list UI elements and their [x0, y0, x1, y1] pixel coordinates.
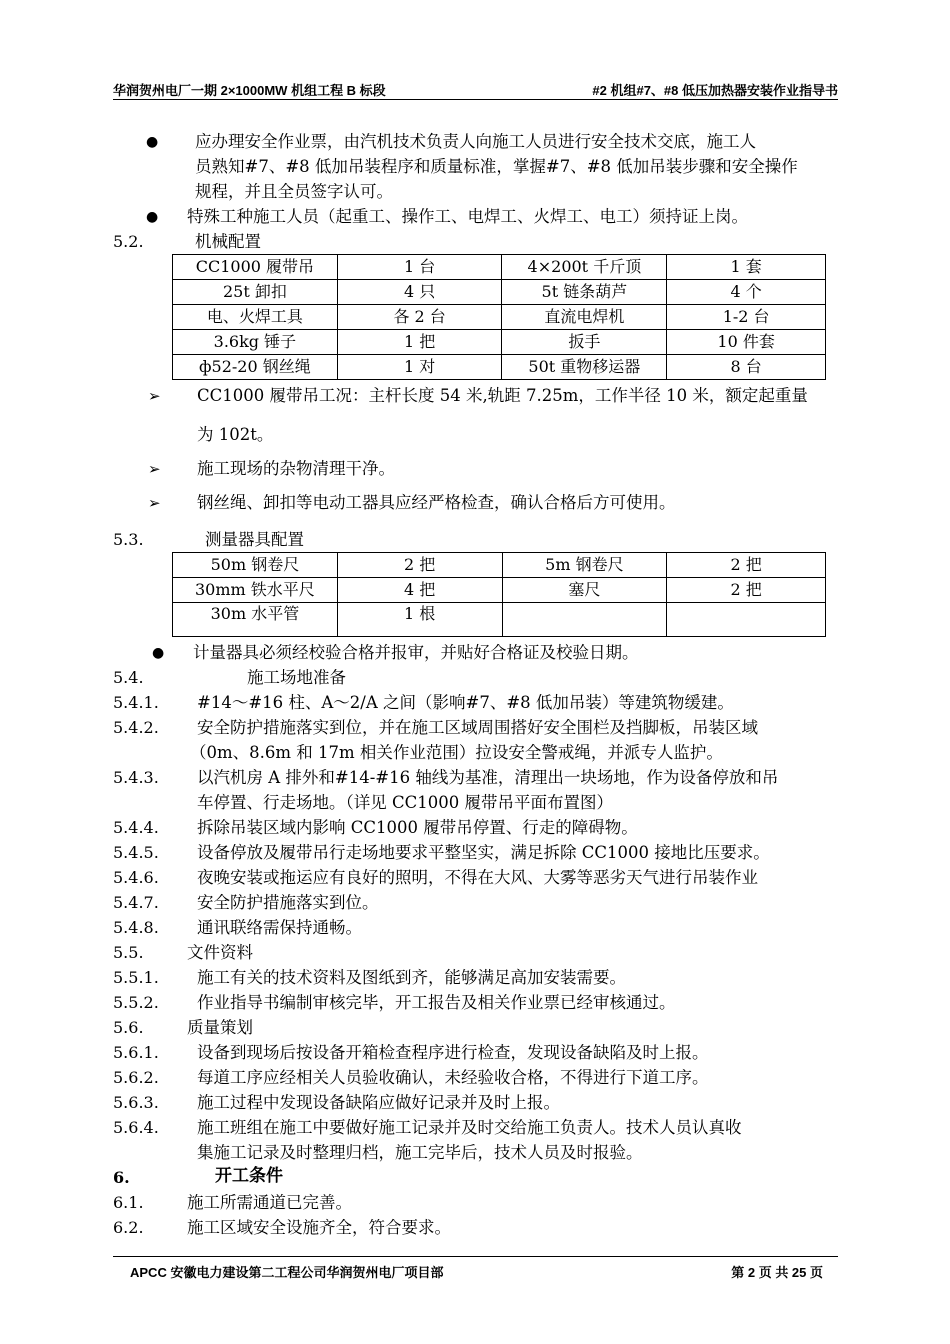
section-number: 5.2. [113, 232, 144, 251]
text-line: 设备停放及履带吊行走场地要求平整坚实，满足拆除 CC1000 接地比压要求。 [197, 843, 770, 862]
item-number: 5.4.3. [113, 768, 159, 787]
text-line: 拆除吊装区域内影响 CC1000 履带吊停置、行走的障碍物。 [197, 818, 638, 837]
footer-company: APCC 安徽电力建设第二工程公司华润贺州电厂项目部 [130, 1265, 444, 1280]
header-divider [113, 99, 838, 100]
item-number: 5.6.2. [113, 1068, 159, 1087]
section-number: 5.5. [113, 943, 144, 962]
text-line: 员熟知#7、#8 低加吊装程序和质量标准，掌握#7、#8 低加吊装步骤和安全操作 [195, 157, 798, 176]
table-cell [667, 603, 826, 637]
table-row [173, 578, 826, 603]
text-line: 施工班组在施工中要做好施工记录并及时交给施工负责人。技术人员认真收 [197, 1118, 742, 1137]
arrow-bullet-icon: ➢ [148, 494, 161, 512]
section-number: 5.6. [113, 1018, 144, 1037]
text-line: 以汽机房 A 排外和#14-#16 轴线为基准，清理出一块场地，作为设备停放和吊 [197, 768, 779, 787]
text-line: 安全防护措施落实到位。 [197, 893, 379, 912]
table-cell: 1 对 [337, 355, 502, 380]
table-cell: ф52-20 钢丝绳 [173, 355, 338, 380]
section-title: 文件资料 [187, 943, 253, 962]
table-cell: 4 个 [667, 280, 826, 305]
table-cell: 30m 水平管 [173, 603, 338, 637]
item-number: 5.4.7. [113, 893, 159, 912]
bullet-icon: ● [152, 645, 165, 661]
table-row [173, 255, 826, 280]
item-number: 5.6.4. [113, 1118, 159, 1137]
section-number: 5.4. [113, 668, 144, 687]
item-number: 5.4.1. [113, 693, 159, 712]
table-cell: 各 2 台 [337, 305, 502, 330]
text-line: 施工现场的杂物清理干净。 [197, 459, 395, 478]
header-document-title: #2 机组#7、#8 低压加热器安装作业指导书 [592, 83, 838, 98]
section-number: 5.3. [113, 530, 144, 549]
text-line: 通讯联络需保持通畅。 [197, 918, 362, 937]
table-row [173, 553, 826, 578]
section-title: 质量策划 [187, 1018, 253, 1037]
section-number: 6. [113, 1168, 130, 1187]
table-cell: 4 把 [337, 578, 502, 603]
text-line: 施工区域安全设施齐全，符合要求。 [187, 1218, 451, 1237]
table-cell: 4×200t 千斤顶 [502, 255, 667, 280]
machine-table [172, 254, 826, 380]
table-cell: 1 根 [337, 603, 502, 637]
table-cell: 1 套 [667, 255, 826, 280]
text-line: 规程，并且全员签字认可。 [195, 182, 393, 201]
table-cell: 10 件套 [667, 330, 826, 355]
page-header [113, 78, 838, 98]
text-line: 安全防护措施落实到位，并在施工区域周围搭好安全围栏及挡脚板，吊装区域 [197, 718, 758, 737]
table-cell: 30mm 铁水平尺 [173, 578, 338, 603]
item-number: 5.4.2. [113, 718, 159, 737]
table-row [173, 305, 826, 330]
item-number: 5.4.8. [113, 918, 159, 937]
text-line: CC1000 履带吊工况：主杆长度 54 米,轨距 7.25m，工作半径 10 米，额定起重量 [197, 386, 808, 405]
table-cell: 1 把 [337, 330, 502, 355]
table-cell: 扳手 [502, 330, 667, 355]
table-cell: 5m 钢卷尺 [502, 553, 667, 578]
table-row [173, 603, 826, 637]
table-cell: 25t 卸扣 [173, 280, 338, 305]
table-cell: 塞尺 [502, 578, 667, 603]
footer-divider [113, 1256, 838, 1257]
text-line: 作业指导书编制审核完毕，开工报告及相关作业票已经审核通过。 [197, 993, 676, 1012]
text-line: 设备到现场后按设备开箱检查程序进行检查，发现设备缺陷及时上报。 [197, 1043, 709, 1062]
table-cell [502, 603, 667, 637]
table-cell: CC1000 履带吊 [173, 255, 338, 280]
item-number: 5.4.6. [113, 868, 159, 887]
text-line: 为 102t。 [197, 425, 274, 444]
arrow-bullet-icon: ➢ [148, 460, 161, 478]
header-project-title: 华润贺州电厂一期 2×1000MW 机组工程 B 标段 [113, 83, 386, 98]
text-line: 应办理安全作业票，由汽机技术负责人向施工人员进行安全技术交底，施工人 [195, 132, 756, 151]
bullet-icon: ● [146, 134, 159, 150]
text-line: 计量器具必须经校验合格并报审，并贴好合格证及校验日期。 [193, 643, 639, 662]
text-line: 车停置、行走场地。（详见 CC1000 履带吊平面布置图） [197, 793, 613, 812]
table-cell: 50m 钢卷尺 [173, 553, 338, 578]
text-line: #14～#16 柱、A～2/A 之间（影响#7、#8 低加吊装）等建筑物缓建。 [197, 693, 734, 712]
section-title: 测量器具配置 [205, 530, 304, 549]
text-line: （0m、8.6m 和 17m 相关作业范围）拉设安全警戒绳，并派专人监护。 [190, 743, 723, 762]
section-title: 机械配置 [195, 232, 261, 251]
item-number: 5.6.1. [113, 1043, 159, 1062]
measure-table [172, 552, 826, 637]
item-number: 6.2. [113, 1218, 144, 1237]
arrow-bullet-icon: ➢ [148, 387, 161, 405]
section-title: 开工条件 [215, 1166, 283, 1186]
text-line: 集施工记录及时整理归档，施工完毕后，技术人员及时报验。 [197, 1143, 643, 1162]
text-line: 每道工序应经相关人员验收确认，未经验收合格，不得进行下道工序。 [197, 1068, 709, 1087]
text-line: 施工有关的技术资料及图纸到齐，能够满足高加安装需要。 [197, 968, 626, 987]
table-row [173, 355, 826, 380]
table-cell: 3.6kg 锤子 [173, 330, 338, 355]
table-cell: 4 只 [337, 280, 502, 305]
table-cell: 直流电焊机 [502, 305, 667, 330]
section-title: 施工场地准备 [247, 668, 346, 687]
table-cell: 50t 重物移运器 [502, 355, 667, 380]
text-line: 夜晚安装或拖运应有良好的照明，不得在大风、大雾等恶劣天气进行吊装作业 [197, 868, 758, 887]
text-line: 施工所需通道已完善。 [187, 1193, 352, 1212]
table-row [173, 280, 826, 305]
bullet-icon: ● [146, 209, 159, 225]
item-number: 5.6.3. [113, 1093, 159, 1112]
text-line: 施工过程中发现设备缺陷应做好记录并及时上报。 [197, 1093, 560, 1112]
item-number: 5.5.2. [113, 993, 159, 1012]
table-cell: 电、火焊工具 [173, 305, 338, 330]
table-cell: 2 把 [337, 553, 502, 578]
table-cell: 5t 链条葫芦 [502, 280, 667, 305]
table-cell: 8 台 [667, 355, 826, 380]
item-number: 5.5.1. [113, 968, 159, 987]
text-line: 特殊工种施工人员（起重工、操作工、电焊工、火焊工、电工）须持证上岗。 [187, 207, 748, 226]
table-row [173, 330, 826, 355]
item-number: 5.4.4. [113, 818, 159, 837]
table-cell: 1 台 [337, 255, 502, 280]
table-cell: 2 把 [667, 553, 826, 578]
table-cell: 1-2 台 [667, 305, 826, 330]
item-number: 6.1. [113, 1193, 144, 1212]
footer-page-number: 第 2 页 共 25 页 [731, 1265, 823, 1280]
table-cell: 2 把 [667, 578, 826, 603]
text-line: 钢丝绳、卸扣等电动工器具应经严格检查，确认合格后方可使用。 [197, 493, 676, 512]
item-number: 5.4.5. [113, 843, 159, 862]
